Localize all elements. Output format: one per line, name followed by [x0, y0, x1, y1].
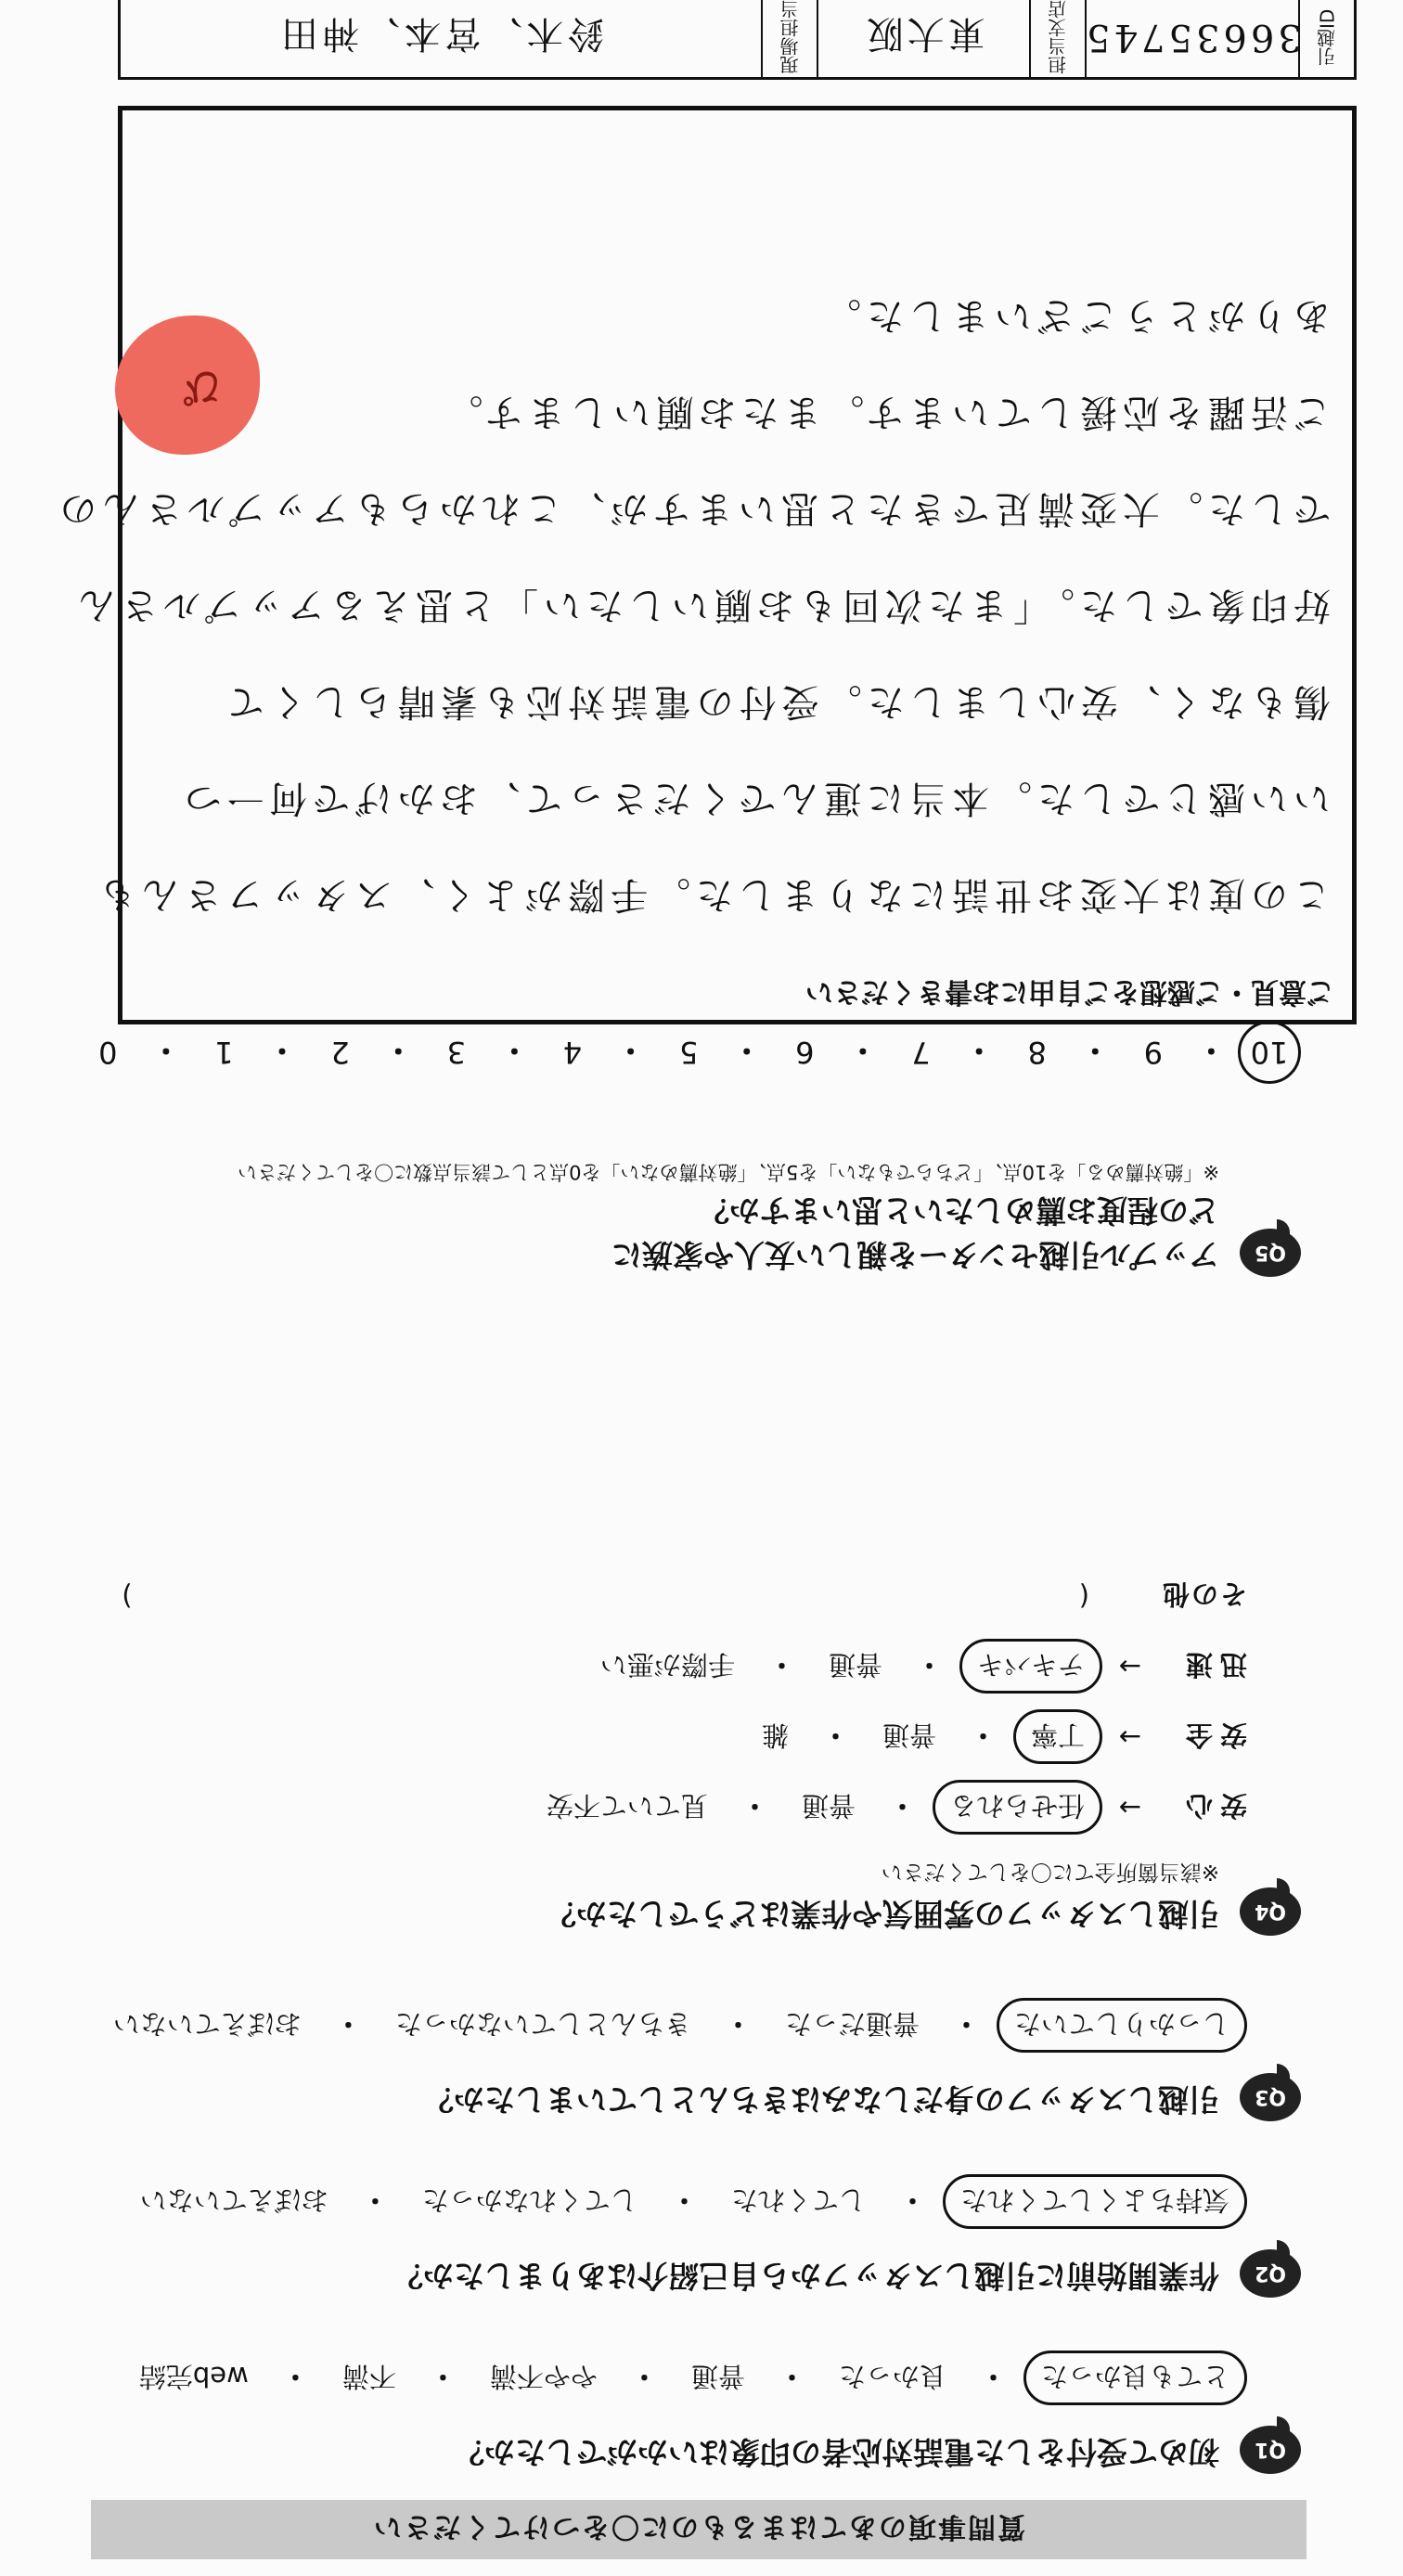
q3-option-circled[interactable]: しっかりしていた	[997, 1998, 1247, 2053]
leader-value: 鈴木、宮本、神田	[277, 12, 605, 56]
branch-label: 担当支店	[1029, 0, 1085, 77]
q2-option[interactable]: してくれなかった	[421, 2184, 637, 2216]
score-option[interactable]: 6	[795, 1035, 815, 1070]
score-option-circled[interactable]: 10	[1238, 1021, 1301, 1084]
q3-badge: Q3	[1240, 2073, 1301, 2121]
arrow-icon: →	[1118, 1721, 1142, 1753]
q1-option[interactable]: 普通	[690, 2361, 745, 2392]
q4-text: 引越しスタッフの雰囲気や作業はどうでしたか？	[546, 1896, 1219, 1932]
q1-option[interactable]: やや不満	[489, 2361, 598, 2392]
q4-row-label: 安心	[1178, 1790, 1247, 1823]
question-q1	[67, 2351, 1301, 2474]
q4-option[interactable]: 雑	[761, 1719, 789, 1752]
question-q3	[67, 1998, 1301, 2121]
q4-option-circled[interactable]: テキパキ	[959, 1640, 1102, 1694]
q1-option-circled[interactable]: とても良かった	[1023, 2351, 1247, 2405]
q3-text: 引越しスタッフの身だしなみはきちんとしていましたか？	[423, 2081, 1219, 2118]
q4-row-label: 迅速	[1178, 1649, 1247, 1681]
q4-option[interactable]: 普通	[801, 1790, 856, 1823]
smiley-stamp	[115, 316, 260, 455]
q4-row-label: 安全	[1178, 1719, 1247, 1752]
question-q2	[67, 2174, 1301, 2298]
q2-text: 作業開始前に引越しスタッフから自己紹介はありましたか？	[393, 2258, 1219, 2294]
leader-label: 現場担当	[761, 0, 817, 77]
question-q5	[67, 1156, 1301, 1277]
q4-option[interactable]: 見ていて不安	[546, 1790, 708, 1823]
q2-option[interactable]: してくれた	[730, 2184, 866, 2216]
q5-badge: Q5	[1240, 1229, 1301, 1277]
q1-option[interactable]: 不満	[341, 2361, 396, 2392]
comment-line: いい感じでした。本当に運んでくださって、おかげで何一つ	[178, 777, 1331, 819]
comment-line: ありがとうございました。	[818, 294, 1331, 337]
instructions-header	[91, 2500, 1306, 2559]
q4-option[interactable]: 手際が悪い	[599, 1649, 735, 1681]
branch-value: 東大阪	[817, 0, 1029, 77]
score-option[interactable]: 7	[911, 1035, 931, 1070]
q4-option-circled[interactable]: 任せられる	[933, 1781, 1102, 1835]
q4-option-circled[interactable]: 丁寧	[1013, 1710, 1102, 1765]
q3-option[interactable]: おぼえていない	[112, 2008, 302, 2040]
arrow-icon: →	[1118, 1651, 1142, 1682]
score-option[interactable]: 4	[562, 1035, 583, 1070]
score-option[interactable]: 0	[98, 1035, 118, 1070]
q5-score-scale: 10 ・ 9 ・ 8 ・ 7 ・ 6 ・ 5 ・ 4 ・ 3 ・ 2 ・ 1 ・ 0	[76, 1021, 1301, 1084]
arrow-icon: →	[1118, 1792, 1142, 1823]
q1-option[interactable]: 良かった	[838, 2361, 946, 2392]
q3-option[interactable]: きちんとしていなかった	[394, 2008, 691, 2040]
comment-line: 傷もなく、安心しました。受付の電話対応も素晴らしくて	[221, 680, 1331, 723]
comment-line: でした。大変満足できたと思いますが、これからもアップルさんの	[54, 487, 1331, 530]
instructions-title: 質問事項のあてはまるものに〇をつけてください	[372, 2510, 1025, 2543]
score-option[interactable]: 2	[330, 1035, 350, 1070]
q2-option-circled[interactable]: 気持ちよくしてくれた	[943, 2174, 1247, 2229]
q4-other-open: (	[1078, 1580, 1089, 1612]
q4-other-label: その他	[1160, 1578, 1247, 1611]
id-value: 36635745	[1085, 0, 1298, 77]
q1-text: 初めて受付をした電話対応者の印象はいかがでしたか？	[454, 2434, 1219, 2470]
q4-option[interactable]: 普通	[882, 1719, 936, 1752]
comment-line: ご活躍を応援しています。またお願いします。	[440, 391, 1331, 433]
question-q4	[67, 1561, 1301, 1936]
staff-info-table	[118, 0, 1357, 80]
q1-options: とても良かった ・ 良かった ・ 普通 ・ やや不満 ・ 不満 ・ web完結	[67, 2351, 1247, 2405]
comment-title: ご意見・ご感想をご自由にお書きください	[805, 975, 1334, 1008]
q4-other-close: )	[122, 1580, 133, 1612]
q2-option[interactable]: おぼえていない	[139, 2184, 328, 2216]
id-label: 引越ID	[1298, 0, 1354, 77]
q1-badge: Q1	[1240, 2426, 1301, 2474]
q4-note: ※該当箇所全てに〇をしてください	[881, 1860, 1219, 1884]
q5-text-line1: アップル引越センターを親しい友人や家族に	[611, 1237, 1219, 1273]
comment-line: この度は大変お世話になりました。手際がよく、スタッフさんも	[93, 873, 1331, 916]
q4-row-jinsoku: 迅速 → テキパキ ・ 普通 ・ 手際が悪い	[67, 1631, 1247, 1702]
q4-badge: Q4	[1240, 1887, 1301, 1936]
score-option[interactable]: 8	[1027, 1035, 1047, 1070]
stamp-glyph: ぴ	[183, 365, 223, 410]
q4-row-anshin: 安心 → 任せられる ・ 普通 ・ 見ていて不安	[67, 1772, 1247, 1843]
q3-options: しっかりしていた ・ 普通だった ・ きちんとしていなかった ・ おぼえていない	[67, 1998, 1247, 2053]
q4-row-other	[67, 1561, 1247, 1631]
score-option[interactable]: 3	[446, 1035, 466, 1070]
score-option[interactable]: 9	[1143, 1035, 1164, 1070]
score-option[interactable]: 5	[678, 1035, 699, 1070]
score-option[interactable]: 1	[214, 1035, 234, 1070]
handwritten-comment	[54, 267, 1331, 943]
q5-text-line2: どの程度お薦めしたいと思いますか？	[699, 1192, 1219, 1229]
q4-option[interactable]: 普通	[828, 1649, 882, 1681]
q4-row-anzen: 安全 → 丁寧 ・ 普通 ・ 雑	[67, 1702, 1247, 1772]
q2-badge: Q2	[1240, 2249, 1301, 2298]
q5-note: ※「絶対薦める」を10点、「どちらでもない」を5点、「絶対薦めない」を0点として該当点数に〇をしてください	[238, 1161, 1219, 1183]
q3-option[interactable]: 普通だった	[784, 2008, 920, 2040]
comment-line: 好印象でした。「また次回もお願いしたい」と思えるアップルさん	[72, 584, 1331, 626]
q1-option[interactable]: web完結	[138, 2361, 249, 2392]
q2-options: 気持ちよくしてくれた ・ してくれた ・ してくれなかった ・ おぼえていない	[67, 2174, 1247, 2229]
